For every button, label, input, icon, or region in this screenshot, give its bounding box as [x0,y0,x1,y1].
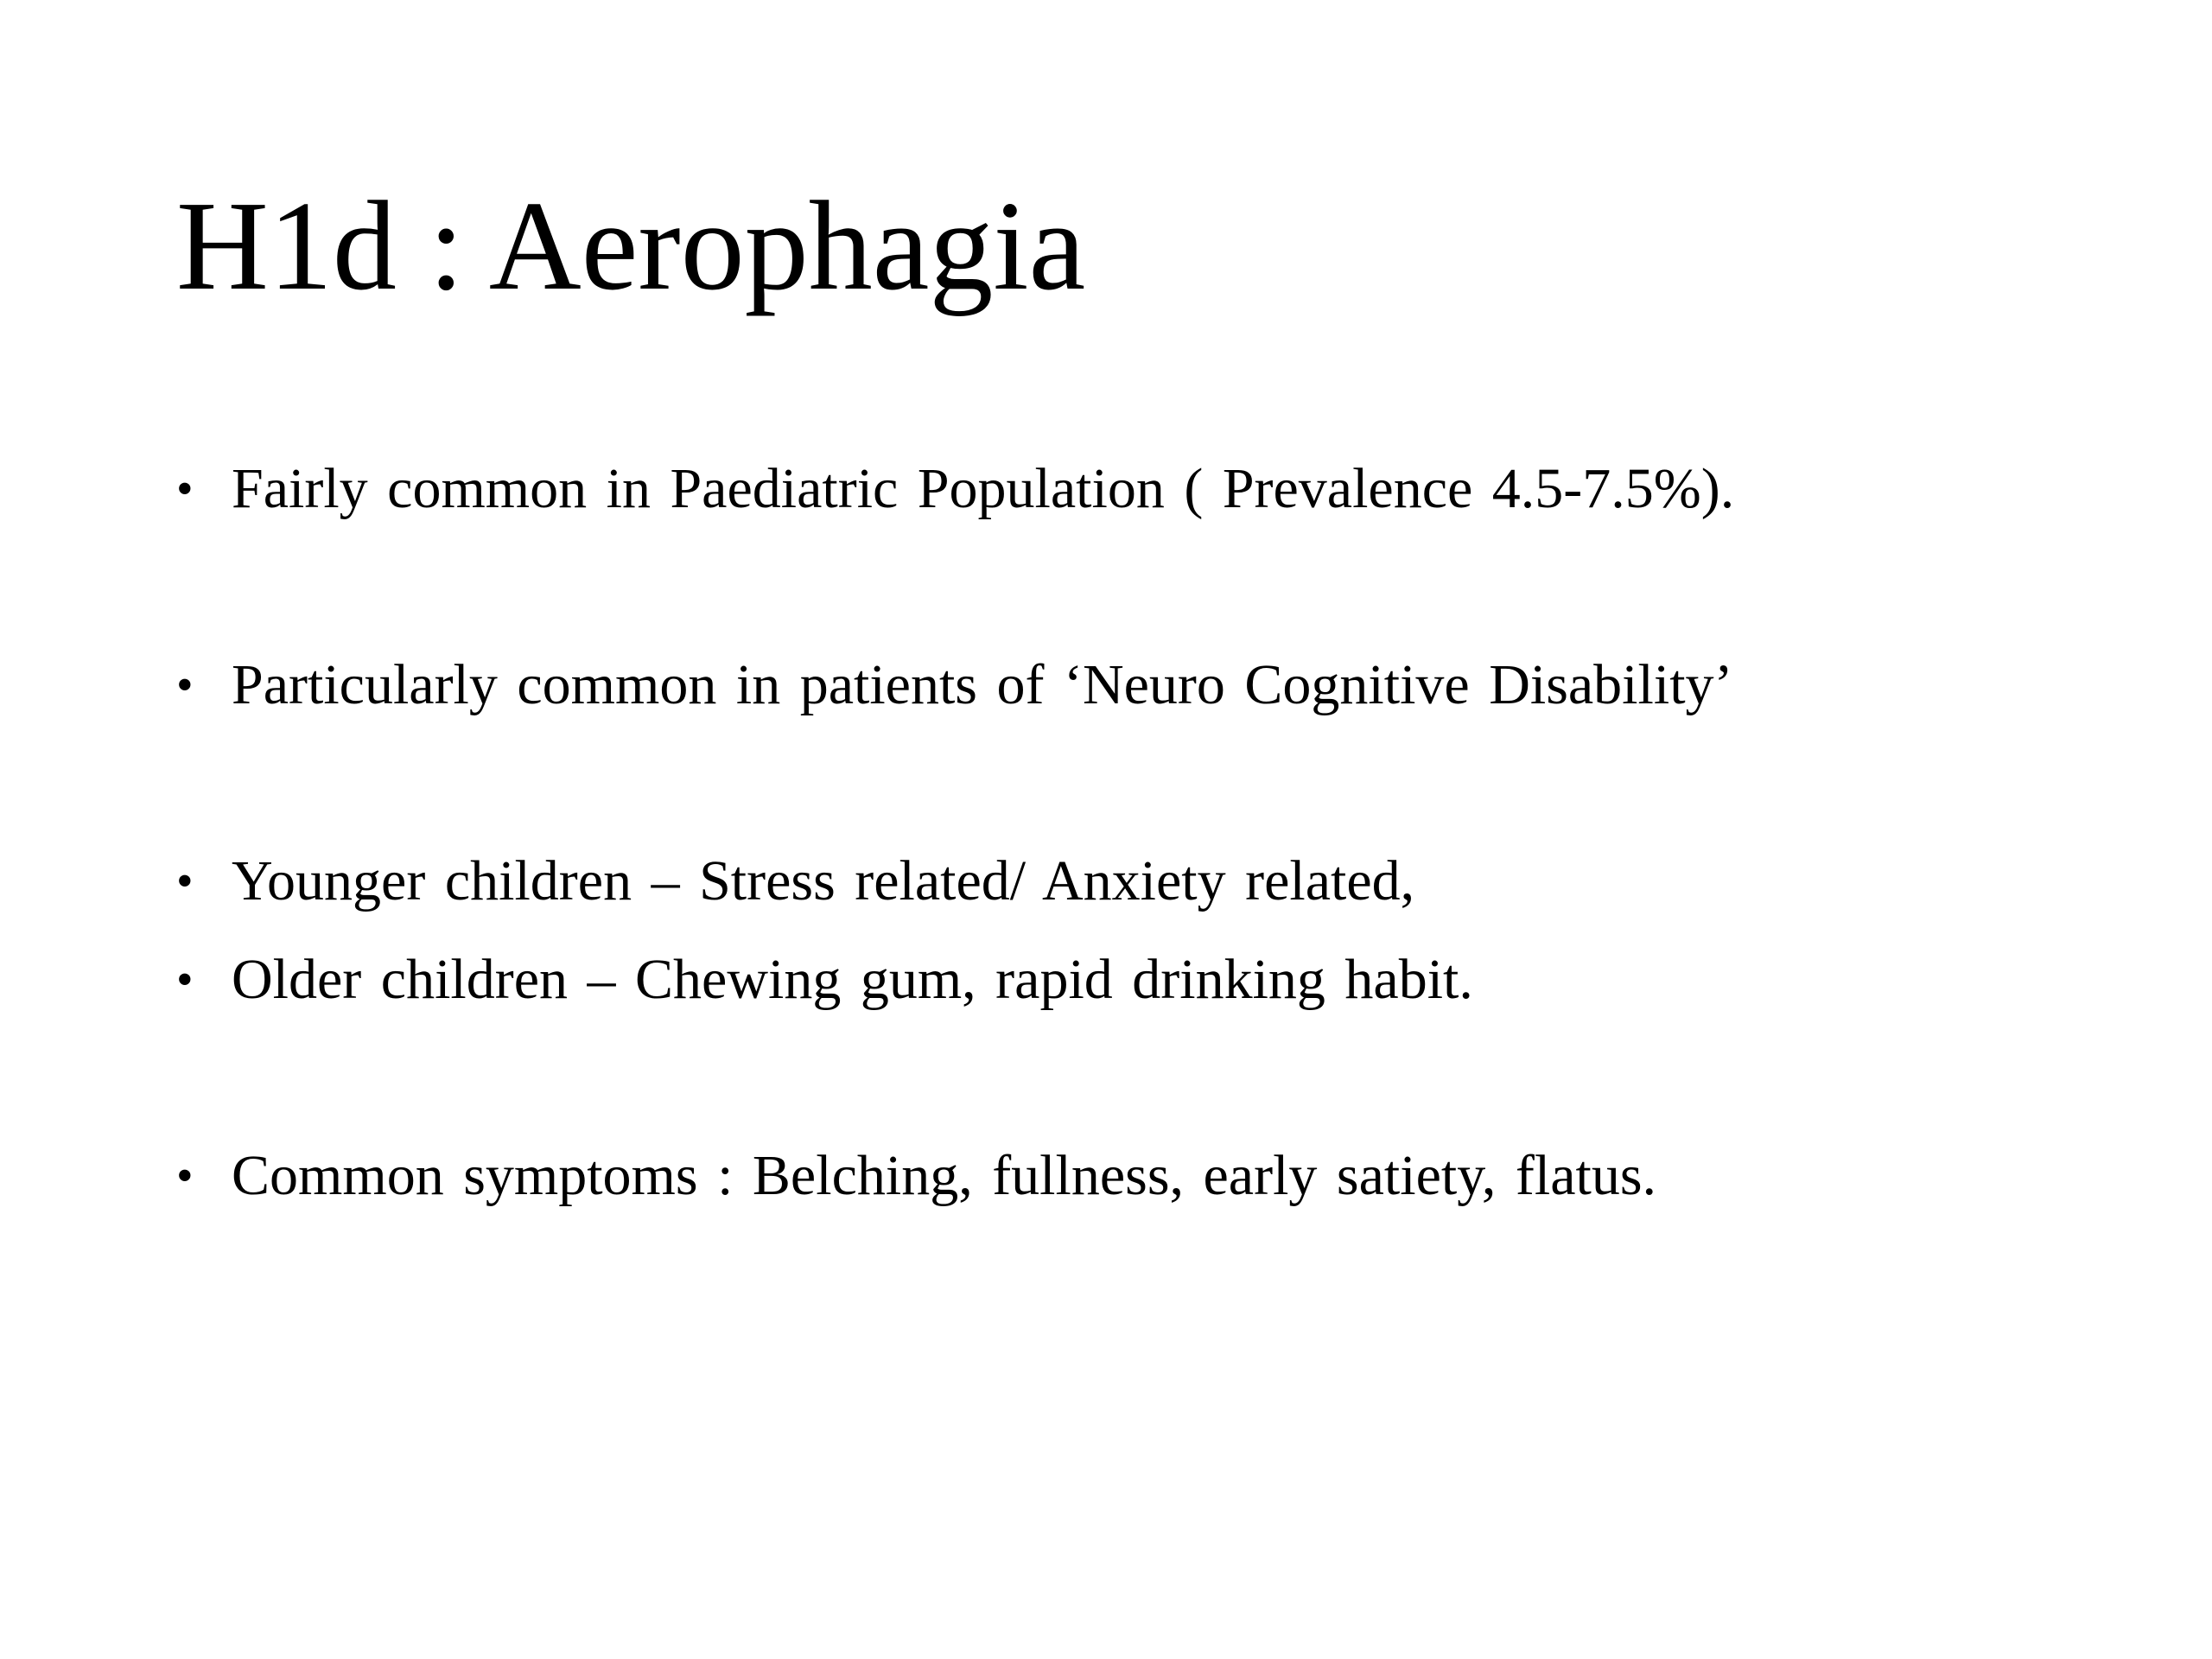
bullet-marker: • [176,953,194,1007]
bullet-text: Fairly common in Paediatric Population ( Prevalence 4.5-7.5%). [232,457,1735,520]
bullet-text: Particularly common in patients of ‘Neuro Cognitive Disability’ [232,653,1733,716]
bullet-text: Older children – Chewing gum, rapid drinking habit. [232,948,1473,1011]
bullet-marker: • [176,1149,194,1203]
bullet-text: Common symptoms : Belching, fullness, early satiety, flatus. [232,1144,1657,1207]
bullet-text: Younger children – Stress related/ Anxiety related, [232,849,1415,912]
bullet-marker: • [176,462,194,516]
bullet-marker: • [176,658,194,712]
bullet-marker: • [176,855,194,908]
slide-title: H1d : Aerophagia [176,175,1086,317]
